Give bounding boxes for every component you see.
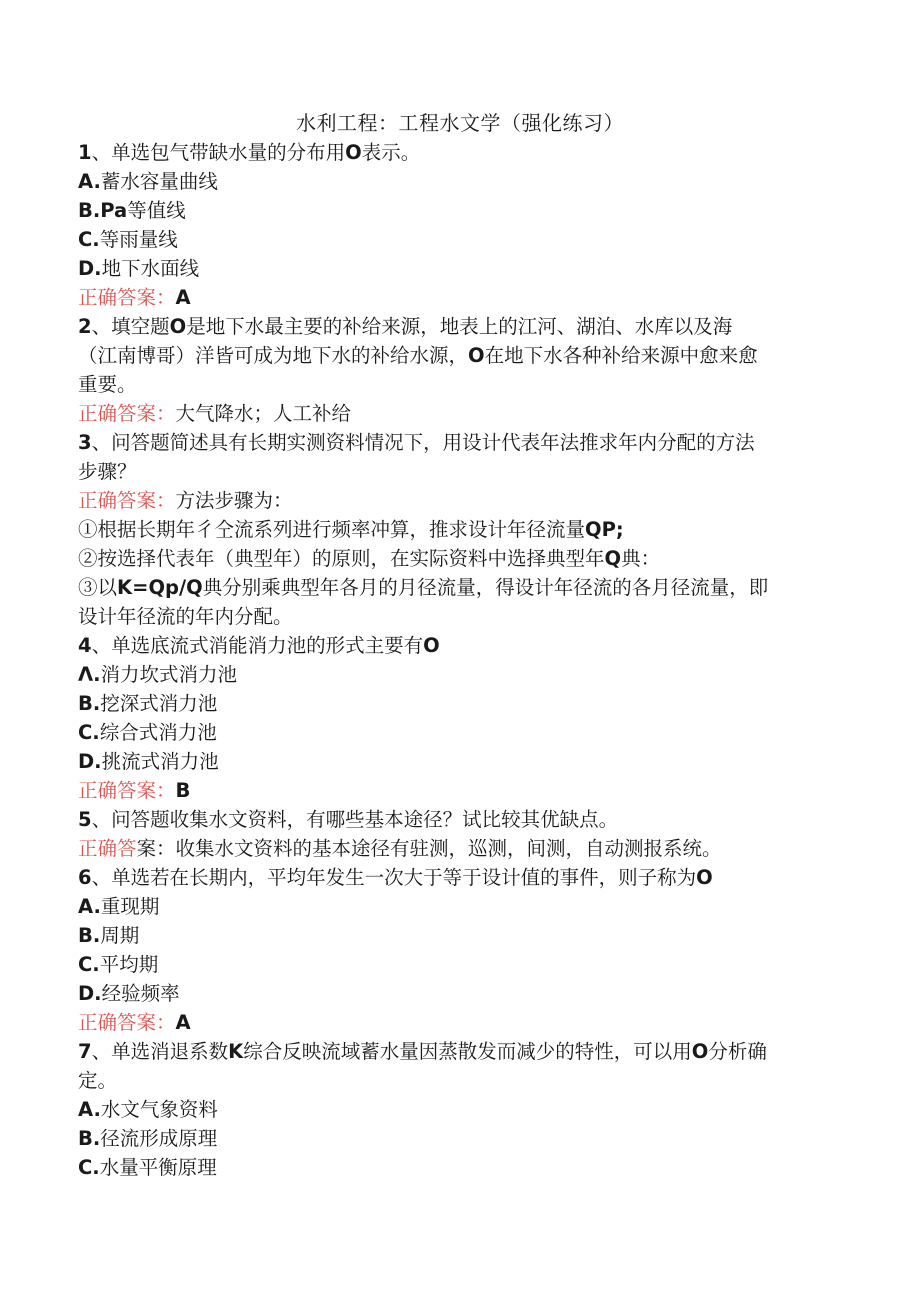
separator: 、 (91, 141, 112, 164)
option-text: 地下水面线 (101, 257, 200, 280)
option-letter: C. (78, 953, 100, 976)
option-symbol: Pa (100, 199, 128, 222)
question-7-stem-cont: 定。 (78, 1069, 118, 1092)
option-letter: A. (78, 1098, 101, 1121)
blank-marker: O (691, 1040, 709, 1063)
option-letter: C. (78, 228, 100, 251)
option-b (78, 921, 838, 950)
option-letter: Λ. (78, 663, 101, 686)
option-text: 蓄水容量曲线 (100, 170, 218, 193)
answer-value: 大气降水；人工补给 (175, 402, 352, 425)
option-a (78, 1095, 838, 1124)
question-number: 2 (78, 315, 92, 338)
step-text: 典： (621, 547, 661, 570)
question-number: 3 (78, 431, 92, 454)
separator: 、 (91, 634, 112, 657)
answer-value: B (175, 779, 191, 802)
question-text: 分析确 (708, 1040, 767, 1063)
option-text: 综合式消力池 (99, 721, 217, 744)
separator: 、 (91, 808, 112, 831)
question-text: （江南博哥）洋皆可成为地下水的补给水源， (78, 344, 469, 367)
option-b (78, 689, 838, 718)
option-letter: C. (78, 1156, 100, 1179)
question-7-stem (78, 1037, 838, 1066)
option-c (78, 718, 838, 747)
answer-step-3-cont: 设计年径流的年内分配。 (78, 605, 293, 628)
option-letter: B. (78, 1127, 101, 1150)
option-b (78, 196, 838, 225)
answer-line (78, 399, 838, 428)
step-text: ②按选择代表年（典型年）的原则，在实际资料中选择典型年 (78, 547, 605, 570)
question-text: 问答题收集水文资料，有哪些基本途径？试比较其优缺点。 (111, 808, 619, 831)
question-text: 填空题 (111, 315, 170, 338)
option-letter: D. (78, 750, 102, 773)
option-text: 经验频率 (101, 982, 180, 1005)
option-text: 水量平衡原理 (99, 1156, 217, 1179)
question-text: 单选底流式消能消力池的形式主要有 (111, 634, 424, 657)
option-letter: C. (78, 721, 100, 744)
answer-step-3 (78, 573, 838, 602)
option-text: 水文气象资料 (100, 1098, 218, 1121)
option-text: 挖深式消力池 (100, 692, 218, 715)
question-number: 6 (78, 866, 92, 889)
answer-line (78, 283, 838, 312)
question-text: 单选包气带缺水量的分布用 (111, 141, 346, 164)
question-text: 在地下水各种补给来源中愈来愈 (484, 344, 758, 367)
option-b (78, 1124, 838, 1153)
question-number: 1 (78, 141, 92, 164)
blank-marker: O (423, 634, 440, 657)
question-2-stem-end: 重要。 (78, 373, 137, 396)
separator: 、 (91, 315, 112, 338)
option-text: 重现期 (100, 895, 160, 918)
question-text: 问答题简述具有长期实测资料情况下，用设计代表年法推求年内分配的方法 (111, 431, 755, 454)
option-text: 径流形成原理 (100, 1127, 218, 1150)
option-text: 周期 (100, 924, 140, 947)
separator: 、 (91, 1040, 112, 1063)
blank-marker: O (468, 344, 485, 367)
option-c (78, 1153, 838, 1182)
separator: 、 (91, 866, 112, 889)
answer-label: 正确答案： (78, 779, 176, 802)
question-6-stem (78, 863, 838, 892)
blank-marker: O (345, 141, 362, 164)
question-text: 综合反映流域蓄水量因蒸散发而减少的特性，可以用 (243, 1040, 692, 1063)
option-a (78, 660, 838, 689)
question-3-stem-cont: 步骤？ (78, 460, 137, 483)
option-d (78, 747, 838, 776)
answer-line (78, 486, 838, 515)
step-text: ①根据长期年彳仝流系列进行频率冲算，推求设计年径流量 (78, 518, 586, 541)
option-letter: B. (78, 199, 101, 222)
question-text: 表示。 (361, 141, 421, 164)
question-list (78, 138, 838, 1182)
option-d (78, 979, 838, 1008)
option-text: 等雨量线 (99, 228, 178, 251)
question-text: 单选消退系数 (111, 1040, 229, 1063)
question-2-stem-cont (78, 341, 838, 370)
answer-label: 正确答案： (78, 402, 176, 425)
question-4-stem (78, 631, 838, 660)
option-c (78, 950, 838, 979)
answer-value: A (175, 286, 191, 309)
formula: QP; (585, 518, 624, 541)
answer-value: A (175, 1011, 191, 1034)
answer-step-1 (78, 515, 838, 544)
option-a (78, 167, 838, 196)
formula: Q (604, 547, 622, 570)
answer-value: 方法步骤为： (175, 489, 293, 512)
answer-label: 正确答案： (78, 1011, 176, 1034)
answer-label: 正确答案： (78, 489, 176, 512)
blank-marker: O (696, 866, 713, 889)
option-d (78, 254, 838, 283)
option-letter: A. (78, 170, 101, 193)
question-number: 7 (78, 1040, 92, 1063)
option-text: 平均期 (99, 953, 159, 976)
blank-marker: O (169, 315, 187, 338)
answer-step-2 (78, 544, 838, 573)
option-letter: A. (78, 895, 101, 918)
answer-value: 案：收集水文资料的基本途径有驻测，巡测，间测，自动测报系统。 (136, 837, 722, 860)
question-3-stem (78, 428, 838, 457)
question-number: 5 (78, 808, 92, 831)
question-text: 单选若在长期内，平均年发生一次大于等于设计值的事件，则子称为 (111, 866, 697, 889)
option-text: 等值线 (127, 199, 186, 222)
option-letter: B. (78, 924, 101, 947)
step-text: 典分别乘典型年各月的月径流量，得设计年径流的各月径流量，即 (202, 576, 769, 599)
option-text: 挑流式消力池 (101, 750, 219, 773)
answer-label: 正确答案： (78, 286, 176, 309)
question-number: 4 (78, 634, 92, 657)
option-letter: B. (78, 692, 101, 715)
question-2-stem (78, 312, 838, 341)
option-a (78, 892, 838, 921)
question-1-stem (78, 138, 838, 167)
answer-line (78, 1008, 838, 1037)
formula: K=Qp/Q (117, 576, 203, 599)
answer-label: 正确答 (78, 837, 137, 860)
question-text: 是地下水最主要的补给来源，地表上的江河、湖泊、水库以及海 (186, 315, 733, 338)
symbol: K (228, 1040, 244, 1063)
option-c (78, 225, 838, 254)
option-text: 消力坎式消力池 (100, 663, 238, 686)
answer-line (78, 834, 838, 863)
step-text: ③以 (78, 576, 118, 599)
option-letter: D. (78, 982, 102, 1005)
answer-line (78, 776, 838, 805)
question-5-stem (78, 805, 838, 834)
separator: 、 (91, 431, 112, 454)
document-title: 水利工程：工程水文学（强化练习） (296, 111, 624, 135)
option-letter: D. (78, 257, 102, 280)
